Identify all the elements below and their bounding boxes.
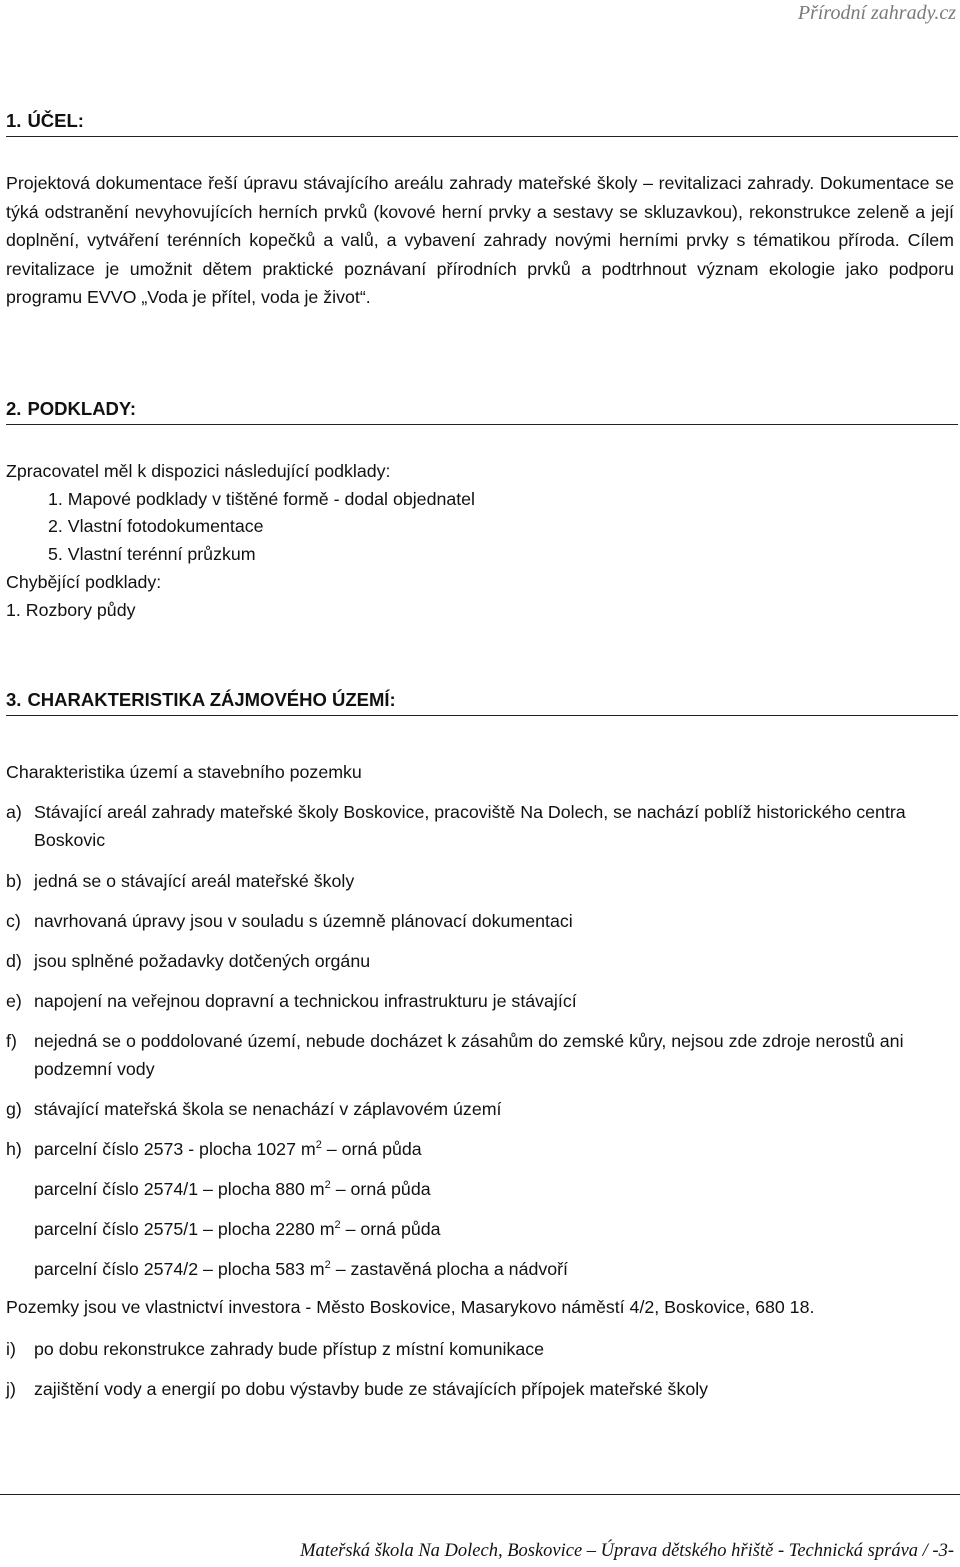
missing-podklady-item: 1. Rozbory půdy bbox=[6, 600, 136, 620]
parcel-line bbox=[34, 1215, 934, 1243]
section-3-heading bbox=[6, 689, 958, 716]
missing-podklady-label: Chybějící podklady: bbox=[6, 572, 162, 592]
footer-divider bbox=[0, 1494, 960, 1495]
list-text: Stávající areál zahrady mateřské školy Boskovice, pracoviště Na Dolech, se nachází poblíž historického centra Boskovic bbox=[34, 802, 906, 850]
list-text: napojení na veřejnou dopravní a technickou infrastrukturu je stávající bbox=[34, 991, 577, 1011]
section-2-title: PODKLADY: bbox=[27, 398, 137, 419]
list-letter: j) bbox=[6, 1379, 16, 1399]
list-letter: i) bbox=[6, 1339, 16, 1359]
list-letter: e) bbox=[6, 991, 22, 1011]
parcel-type: – orná půda bbox=[340, 1219, 441, 1239]
parcel-unit-exponent: 2 bbox=[324, 1179, 331, 1192]
list-letter: h) bbox=[6, 1139, 22, 1159]
parcel-type: – orná půda bbox=[330, 1179, 431, 1199]
section-3-subtitle: Charakteristika území a stavebního pozemku bbox=[6, 762, 362, 782]
list-letter: f) bbox=[6, 1031, 17, 1051]
parcel-text: parcelní číslo 2574/2 – plocha 583 m bbox=[34, 1259, 325, 1279]
list-letter: b) bbox=[6, 871, 22, 891]
ownership-statement: Pozemky jsou ve vlastnictví investora - Město Boskovice, Masarykovo náměstí 4/2, Boskovice, 680 18. bbox=[6, 1297, 815, 1317]
section-1-title: ÚČEL: bbox=[27, 110, 84, 131]
parcel-text: parcelní číslo 2573 - plocha 1027 m bbox=[34, 1139, 316, 1159]
parcel-text: parcelní číslo 2574/1 – plocha 880 m bbox=[34, 1179, 325, 1199]
podklady-intro: Zpracovatel měl k dispozici následující podklady: bbox=[6, 461, 391, 481]
parcel-unit-exponent: 2 bbox=[334, 1219, 341, 1232]
parcel-line bbox=[34, 1175, 934, 1203]
list-text: zajištění vody a energií po dobu výstavby bude ze stávajících přípojek mateřské školy bbox=[34, 1379, 709, 1399]
parcel-text: parcelní číslo 2575/1 – plocha 2280 m bbox=[34, 1219, 335, 1239]
list-text: stávající mateřská škola se nenachází v záplavovém území bbox=[34, 1099, 502, 1119]
section-3-title: CHARAKTERISTIKA ZÁJMOVÉHO ÚZEMÍ: bbox=[27, 689, 396, 710]
list-text: nejedná se o poddolované území, nebude docházet k zásahům do zemské kůry, nejsou zde zdroje nerostů ani podzemní vody bbox=[34, 1031, 904, 1079]
section-1-heading bbox=[6, 110, 958, 137]
list-letter: c) bbox=[6, 911, 21, 931]
section-3-number: 3. bbox=[6, 689, 22, 710]
parcel-line bbox=[34, 1255, 934, 1283]
section-2-number: 2. bbox=[6, 398, 22, 419]
section-1-paragraph: Projektová dokumentace řeší úpravu stávajícího areálu zahrady mateřské školy – revitalizaci zahrady. Dokumentace se týká odstranění nevyhovujících herních prvků (kovové herní prvky a sestavy se skluzavkou), rekonstrukce zeleně a její doplnění, vytváření terénních kopečků a valů, a vybavení zahrady novými herními prvky s tématikou příroda. Cílem revitalizace je umožnit dětem praktické poznávaní přírodních prvků a podtrhnout význam ekologie jako podporu programu EVVO „Voda je přítel, voda je život“. bbox=[6, 173, 954, 307]
list-letter: g) bbox=[6, 1099, 22, 1119]
list-item-a bbox=[6, 798, 946, 856]
list-text: jedná se o stávající areál mateřské školy bbox=[34, 871, 355, 891]
list-letter: d) bbox=[6, 951, 22, 971]
section-2-heading bbox=[6, 398, 958, 425]
parcel-unit-exponent: 2 bbox=[324, 1259, 331, 1272]
parcel-type: – orná půda bbox=[321, 1139, 422, 1159]
parcel-type: – zastavěná plocha a nádvoří bbox=[330, 1259, 568, 1279]
list-text: po dobu rekonstrukce zahrady bude přístup z místní komunikace bbox=[34, 1339, 545, 1359]
parcel-unit-exponent: 2 bbox=[315, 1139, 322, 1152]
list-letter: a) bbox=[6, 802, 22, 822]
parcel-line bbox=[34, 1135, 934, 1163]
podklady-item: 2. Vlastní fotodokumentace bbox=[48, 516, 264, 536]
footer-text: Mateřská škola Na Dolech, Boskovice – Úprava dětského hřiště - Technická správa / -3- bbox=[300, 1541, 954, 1561]
header-brand: Přírodní zahrady.cz bbox=[797, 2, 956, 24]
section-1-number: 1. bbox=[6, 110, 22, 131]
podklady-item: 1. Mapové podklady v tištěné formě - dodal objednatel bbox=[48, 489, 476, 509]
list-text: jsou splněné požadavky dotčených orgánu bbox=[34, 951, 371, 971]
list-text: navrhovaná úpravy jsou v souladu s územně plánovací dokumentaci bbox=[34, 911, 573, 931]
podklady-item: 5. Vlastní terénní průzkum bbox=[48, 544, 256, 564]
